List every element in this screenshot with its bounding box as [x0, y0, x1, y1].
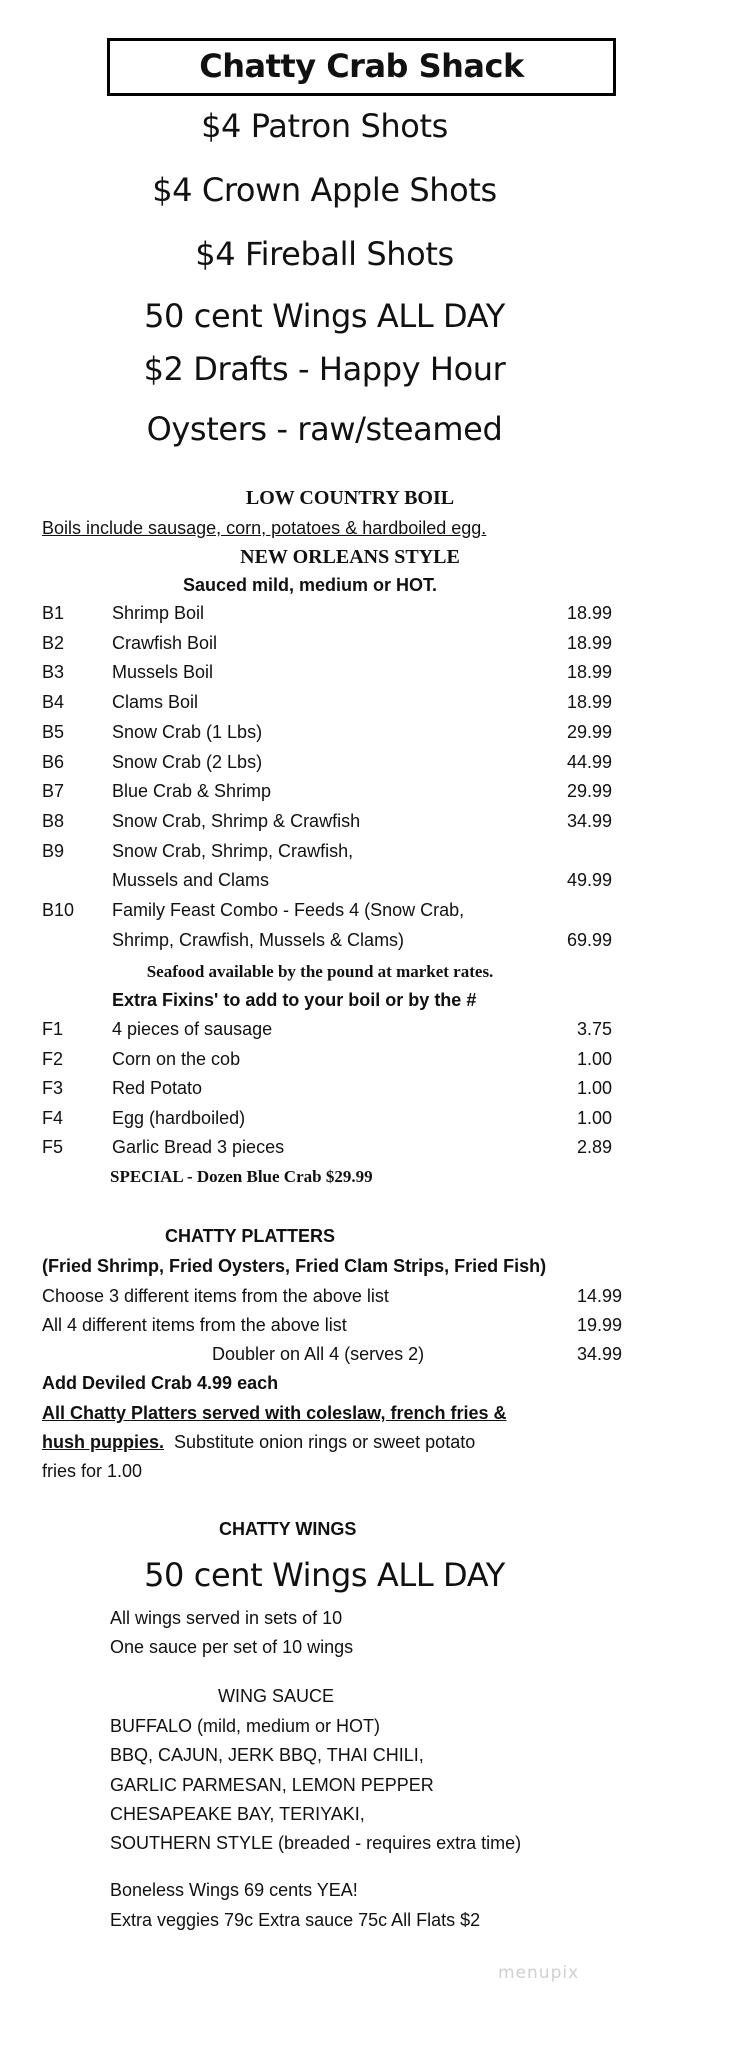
- platter-option-name: All 4 different items from the above list: [42, 1315, 347, 1335]
- item-code: B4: [42, 692, 65, 713]
- platters-served-1: All Chatty Platters served with coleslaw, french fries &: [42, 1403, 507, 1423]
- item-code: F3: [42, 1078, 64, 1098]
- platters-heading: CHATTY PLATTERS: [165, 1226, 335, 1246]
- item-code: B7: [42, 781, 65, 802]
- item-name: Corn on the cob: [112, 1048, 241, 1069]
- promo-line: $4 Crown Apple Shots: [152, 171, 497, 209]
- item-name: Egg (hardboiled): [112, 1107, 246, 1128]
- menu-row: [0, 722, 731, 748]
- promo-line: $4 Patron Shots: [201, 107, 448, 145]
- boil-heading: LOW COUNTRY BOIL: [245, 487, 455, 509]
- wings-promo: 50 cent Wings ALL DAY: [144, 1556, 505, 1594]
- menu-row: [0, 692, 731, 718]
- boneless-wings: Boneless Wings 69 cents YEA!: [110, 1880, 358, 1900]
- item-price: 44.99: [566, 751, 612, 772]
- item-code: B2: [42, 632, 65, 653]
- item-name: Family Feast Combo - Feeds 4 (Snow Crab,: [112, 900, 465, 920]
- platter-option-name: Choose 3 different items from the above list: [42, 1286, 389, 1306]
- menu-row: [0, 752, 731, 778]
- platter-option-name: Doubler on All 4 (serves 2): [212, 1344, 425, 1364]
- item-price: 2.89: [576, 1137, 612, 1157]
- menu-row: [0, 633, 731, 659]
- platter-option-price: 19.99: [576, 1315, 622, 1335]
- item-price: 18.99: [566, 603, 612, 623]
- promo-line: $2 Drafts - Happy Hour: [143, 350, 506, 388]
- deviled-crab: Add Deviled Crab 4.99 each: [42, 1373, 279, 1393]
- item-price: 18.99: [566, 632, 612, 653]
- menu-row: [0, 900, 731, 926]
- item-code: B1: [42, 603, 65, 623]
- item-price: 3.75: [576, 1019, 612, 1039]
- item-price: 18.99: [566, 692, 612, 713]
- item-name: Red Potato: [112, 1078, 203, 1098]
- platter-option: [0, 1286, 731, 1312]
- menu-row: [0, 1019, 731, 1045]
- item-price: 1.00: [576, 1107, 612, 1128]
- wing-sauce-line: SOUTHERN STYLE (breaded - requires extra time): [110, 1833, 522, 1853]
- menu-row: [0, 841, 731, 867]
- menu-row: [0, 1078, 731, 1104]
- promo-line: $4 Fireball Shots: [195, 235, 454, 273]
- menu-row: [0, 870, 731, 896]
- item-price: 34.99: [566, 810, 612, 831]
- item-code: B5: [42, 721, 65, 742]
- item-name: Blue Crab & Shrimp: [112, 781, 272, 802]
- item-price: 29.99: [566, 781, 612, 802]
- item-price: 29.99: [566, 721, 612, 742]
- item-price: 1.00: [576, 1078, 612, 1098]
- title-box: [107, 38, 616, 96]
- item-name: 4 pieces of sausage: [112, 1019, 273, 1039]
- item-code: F5: [42, 1137, 64, 1157]
- wings-heading: CHATTY WINGS: [219, 1519, 357, 1539]
- item-name: Crawfish Boil: [112, 632, 218, 653]
- platter-option: [0, 1344, 731, 1370]
- item-code: B6: [42, 751, 65, 772]
- item-name: Shrimp, Crawfish, Mussels & Clams): [112, 929, 405, 950]
- menu-row: [0, 603, 731, 629]
- item-name: Shrimp Boil: [112, 603, 205, 623]
- restaurant-title: Chatty Crab Shack: [199, 47, 524, 85]
- menu-row: [0, 1049, 731, 1075]
- item-price: 1.00: [576, 1048, 612, 1069]
- platters-served-2-text: hush puppies.: [42, 1432, 165, 1452]
- wings-sets: All wings served in sets of 10: [110, 1608, 343, 1628]
- market-note: Seafood available by the pound at market rates.: [146, 962, 494, 981]
- item-code: B3: [42, 662, 65, 683]
- item-code: B9: [42, 840, 65, 861]
- item-code: B8: [42, 810, 65, 831]
- item-name: Mussels and Clams: [112, 870, 270, 891]
- menu-row: [0, 811, 731, 837]
- item-name: Mussels Boil: [112, 662, 214, 683]
- platter-option: [0, 1315, 731, 1341]
- menu-row: [0, 930, 731, 956]
- item-name: Snow Crab, Shrimp & Crawfish: [112, 810, 361, 831]
- item-price: 18.99: [566, 662, 612, 683]
- item-name: Snow Crab (1 Lbs): [112, 721, 263, 742]
- item-code: F1: [42, 1019, 64, 1039]
- promo-line: Oysters - raw/steamed: [146, 410, 503, 448]
- item-name: Garlic Bread 3 pieces: [112, 1137, 285, 1157]
- item-name: Snow Crab, Shrimp, Crawfish,: [112, 840, 354, 861]
- menu-row: [0, 1137, 731, 1163]
- watermark-logo: menupix: [498, 1963, 580, 1983]
- item-price: 49.99: [566, 870, 612, 891]
- item-price: 69.99: [566, 929, 612, 950]
- menu-row: [0, 662, 731, 688]
- platters-served-2: [42, 1432, 475, 1453]
- boil-sauce: Sauced mild, medium or HOT.: [182, 575, 438, 595]
- item-code: B10: [42, 900, 75, 920]
- substitute-text: Substitute onion rings or sweet potato: [174, 1432, 476, 1452]
- platter-option-price: 34.99: [576, 1344, 622, 1364]
- menu-row: [0, 1108, 731, 1134]
- boil-style: NEW ORLEANS STYLE: [240, 546, 460, 568]
- wing-sauce-line: BBQ, CAJUN, JERK BBQ, THAI CHILI,: [110, 1745, 424, 1765]
- menu-row: [0, 781, 731, 807]
- fixins-heading: Extra Fixins' to add to your boil or by the #: [112, 990, 477, 1010]
- wing-sauce-line: BUFFALO (mild, medium or HOT): [110, 1716, 381, 1736]
- platters-list: (Fried Shrimp, Fried Oysters, Fried Clam Strips, Fried Fish): [42, 1256, 547, 1276]
- item-name: Clams Boil: [112, 692, 199, 713]
- wing-extras: Extra veggies 79c Extra sauce 75c All Flats $2: [110, 1910, 481, 1930]
- platter-option-price: 14.99: [576, 1286, 622, 1306]
- item-code: F2: [42, 1048, 64, 1069]
- wing-sauce-line: CHESAPEAKE BAY, TERIYAKI,: [110, 1804, 365, 1824]
- item-code: F4: [42, 1107, 64, 1128]
- promo-line: 50 cent Wings ALL DAY: [144, 297, 505, 335]
- wings-sauce-rule: One sauce per set of 10 wings: [110, 1637, 354, 1657]
- substitute-text-2: fries for 1.00: [42, 1461, 143, 1481]
- wing-sauce-heading: WING SAUCE: [218, 1686, 335, 1706]
- wing-sauce-line: GARLIC PARMESAN, LEMON PEPPER: [110, 1775, 434, 1795]
- item-name: Snow Crab (2 Lbs): [112, 751, 263, 772]
- special-note: SPECIAL - Dozen Blue Crab $29.99: [110, 1167, 373, 1186]
- boil-includes: Boils include sausage, corn, potatoes & hardboiled egg.: [42, 518, 487, 538]
